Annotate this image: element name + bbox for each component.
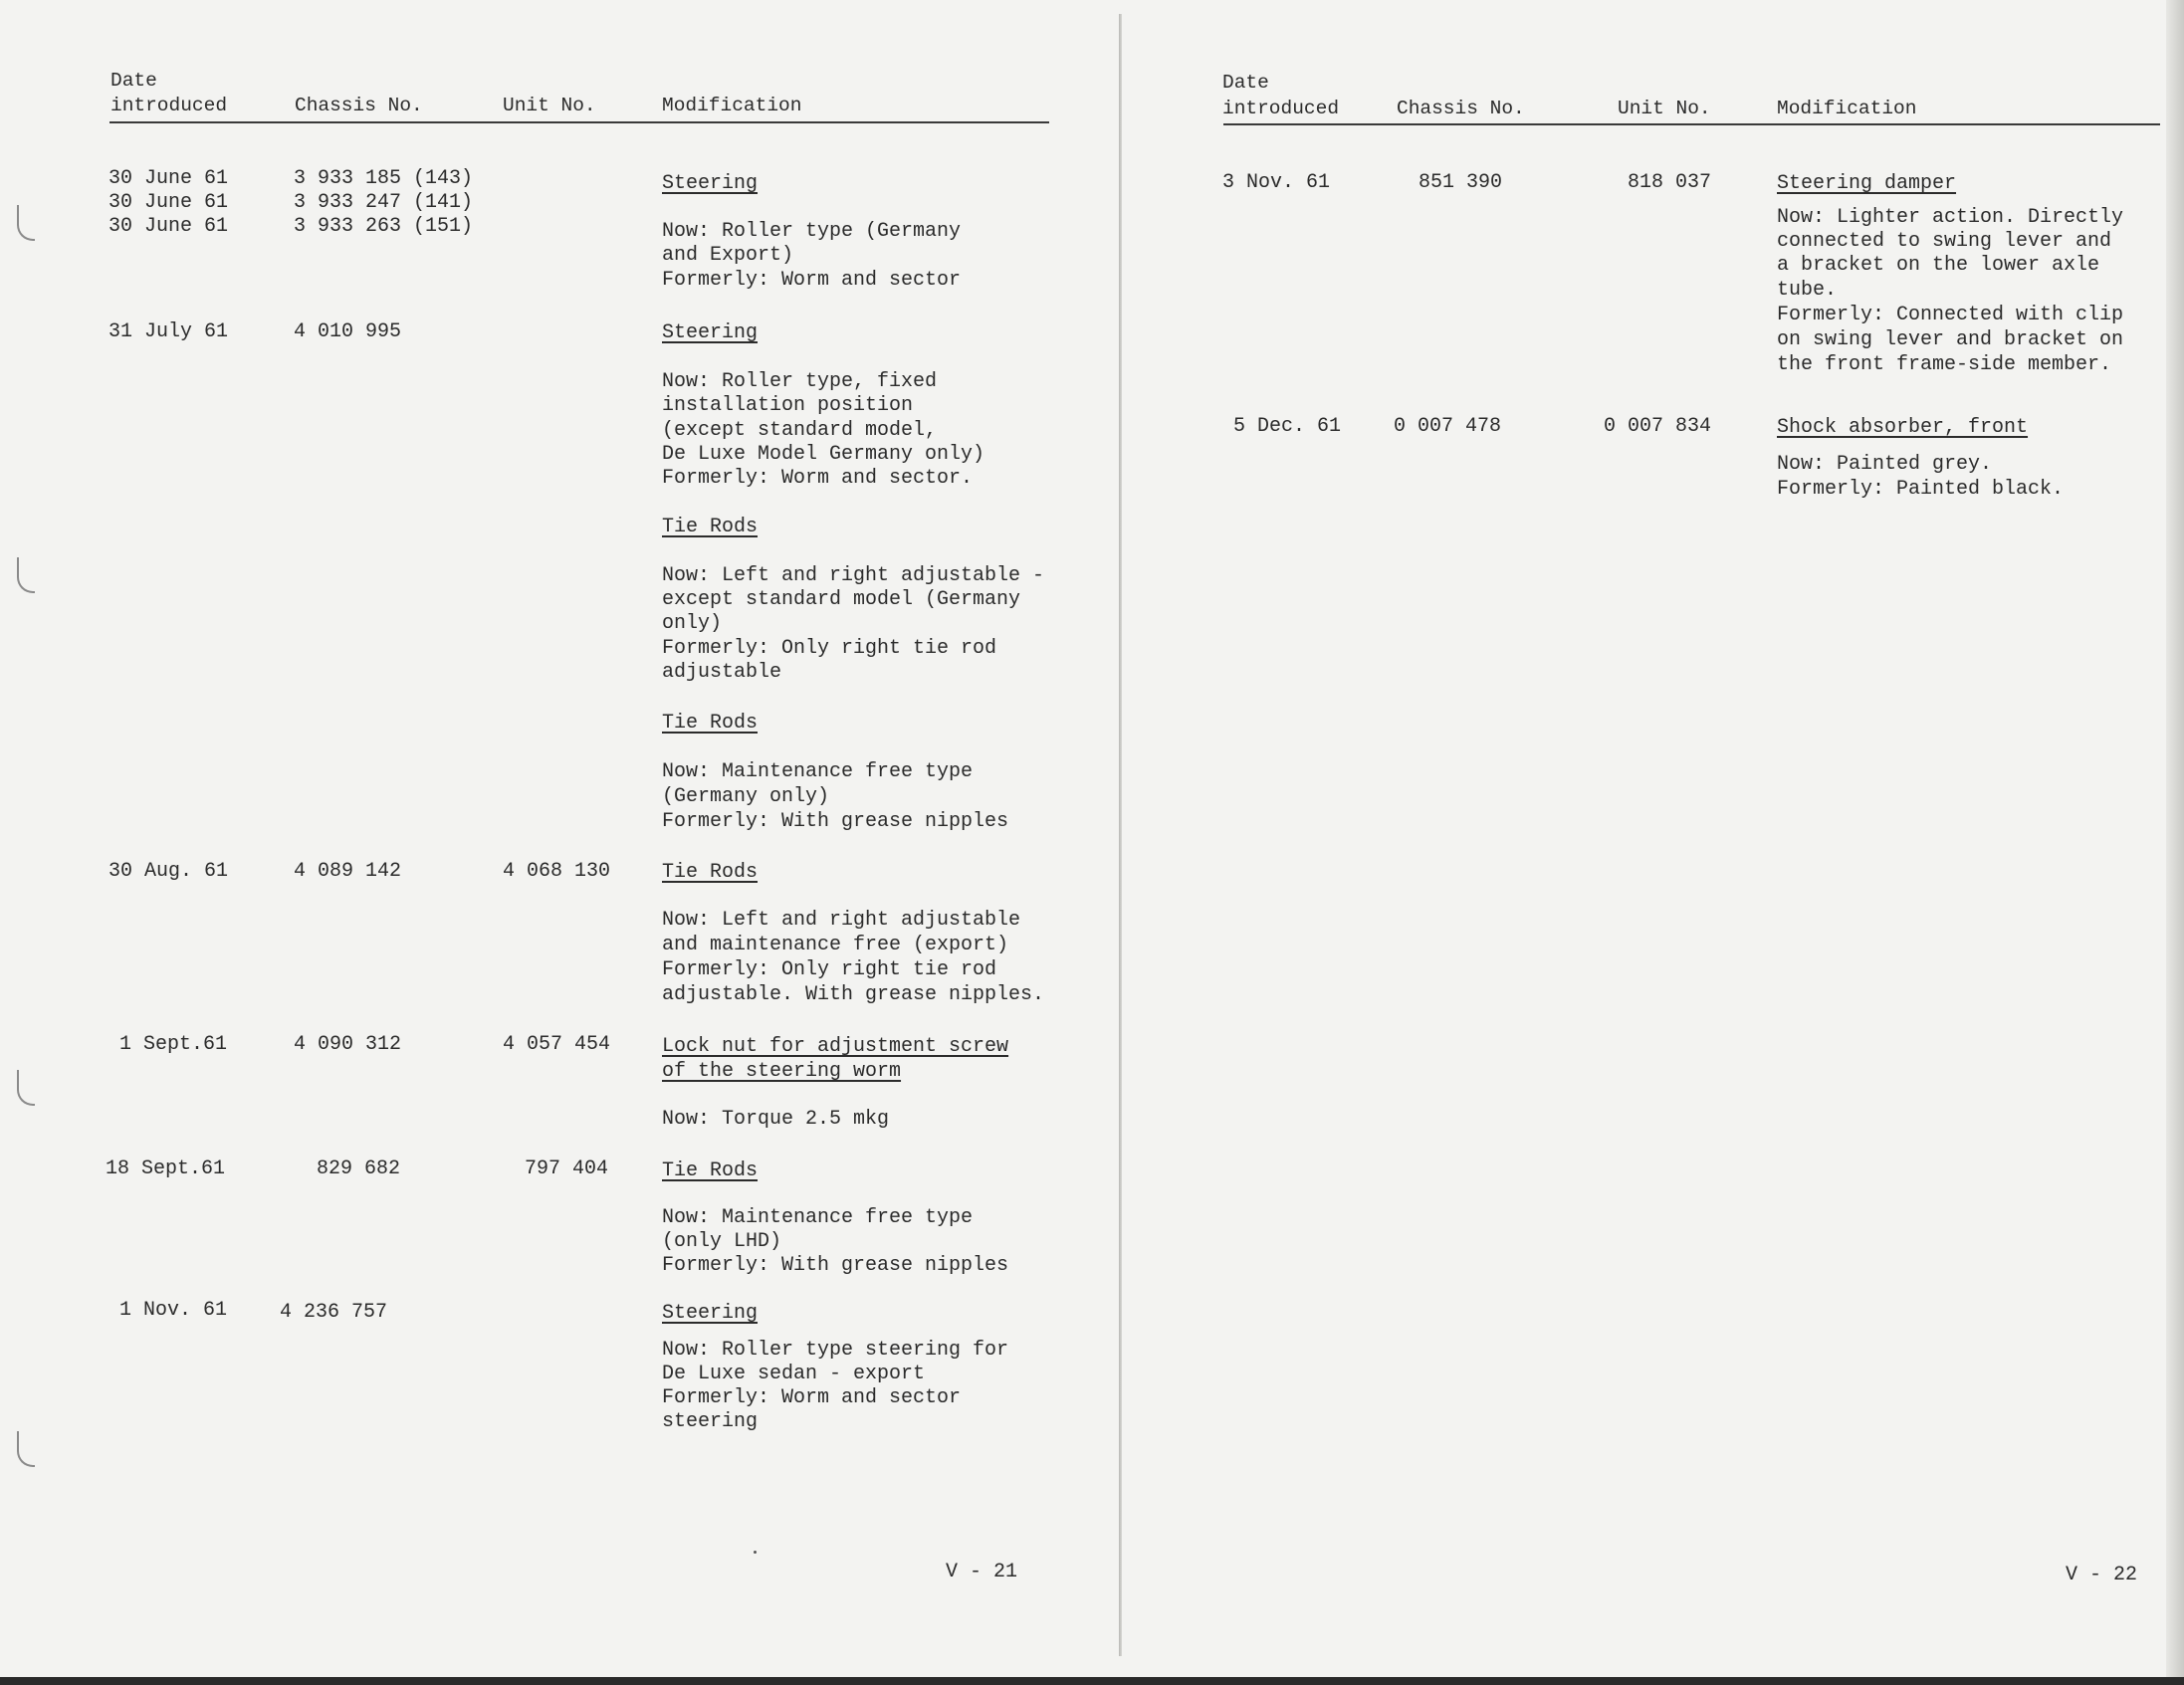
modification-title: Tie Rods — [662, 861, 759, 884]
punch-hole-mark — [17, 205, 35, 241]
modification-line: Formerly: Painted black. — [1777, 478, 2065, 501]
date-cell: 30 June 61 — [109, 167, 229, 190]
modification-line: Formerly: Worm and sector — [662, 269, 962, 292]
header-modification-label: Modification — [1777, 98, 1917, 119]
punch-hole-mark — [17, 557, 35, 593]
chassis-cell: 4 236 757 — [280, 1301, 388, 1324]
modification-line: Formerly: Only right tie rod — [662, 958, 997, 981]
modification-line: De Luxe Model Germany only) — [662, 443, 985, 466]
modification-line: Now: Roller type steering for — [662, 1339, 1009, 1362]
modification-line: tube. — [1777, 279, 1838, 302]
unit-cell: 797 404 — [525, 1158, 609, 1180]
modification-line: the front frame-side member. — [1777, 353, 2112, 376]
modification-line: a bracket on the lower axle — [1777, 254, 2100, 277]
modification-title: Tie Rods — [662, 516, 759, 538]
chassis-cell: 4 090 312 — [294, 1033, 402, 1056]
page-number: V - 22 — [2066, 1564, 2138, 1586]
modification-line: Now: Roller type (Germany — [662, 220, 962, 243]
modification-line: (only LHD) — [662, 1230, 782, 1253]
header-date-label: Date — [110, 70, 157, 92]
chassis-cell: 3 933 263 (151) — [294, 215, 474, 238]
date-cell: 31 July 61 — [109, 320, 229, 343]
chassis-cell: 3 933 247 (141) — [294, 191, 474, 214]
header-rule — [109, 121, 1049, 123]
header-date-label: Date — [1222, 72, 1269, 94]
header-unit-label: Unit No. — [503, 95, 596, 116]
modification-line: Formerly: With grease nipples — [662, 810, 1009, 833]
modification-title: Steering — [662, 172, 759, 195]
date-cell: 5 Dec. 61 — [1233, 415, 1342, 438]
modification-line: Now: Roller type, fixed — [662, 370, 938, 393]
modification-title: Lock nut for adjustment screw — [662, 1035, 1009, 1058]
header-modification-label: Modification — [662, 95, 802, 116]
header-date-introduced-label: introduced — [110, 95, 228, 116]
unit-cell: 0 007 834 — [1604, 415, 1712, 438]
unit-cell: 4 068 130 — [503, 860, 611, 883]
header-chassis-label: Chassis No. — [1397, 98, 1525, 119]
modification-line: Now: Maintenance free type — [662, 760, 974, 783]
header-rule — [1223, 123, 2160, 125]
date-cell: 30 Aug. 61 — [109, 860, 229, 883]
chassis-cell: 4 010 995 — [294, 320, 402, 343]
date-cell: 30 June 61 — [109, 191, 229, 214]
modification-line: Now: Left and right adjustable - — [662, 564, 1045, 587]
modification-line: Now: Maintenance free type — [662, 1206, 974, 1229]
modification-title: Steering damper — [1777, 172, 1957, 195]
modification-title: Shock absorber, front — [1777, 416, 2029, 439]
date-cell: 1 Nov. 61 — [119, 1299, 228, 1322]
modification-line: Now: Painted grey. — [1777, 453, 1993, 476]
modification-line: steering — [662, 1410, 759, 1433]
modification-line: on swing lever and bracket on — [1777, 328, 2124, 351]
modification-line: Now: Left and right adjustable — [662, 909, 1021, 932]
scan-bottom-edge — [0, 1677, 2184, 1685]
unit-cell: 4 057 454 — [503, 1033, 611, 1056]
modification-title: Tie Rods — [662, 712, 759, 735]
modification-line: De Luxe sedan - export — [662, 1363, 926, 1385]
date-cell: 30 June 61 — [109, 215, 229, 238]
header-date-introduced-label: introduced — [1222, 98, 1340, 119]
page-gutter — [1119, 14, 1122, 1656]
modification-line: Now: Torque 2.5 mkg — [662, 1108, 890, 1131]
modification-line: only) — [662, 612, 723, 635]
modification-title: Steering — [662, 321, 759, 344]
modification-title: Steering — [662, 1302, 759, 1325]
chassis-cell: 3 933 185 (143) — [294, 167, 474, 190]
modification-line: (Germany only) — [662, 785, 830, 808]
page-number: V - 21 — [946, 1561, 1018, 1583]
date-cell: 18 Sept.61 — [106, 1158, 226, 1180]
modification-line: Now: Lighter action. Directly — [1777, 206, 2124, 229]
modification-line: except standard model (Germany — [662, 588, 1021, 611]
modification-line: Formerly: Worm and sector. — [662, 467, 974, 490]
date-cell: 3 Nov. 61 — [1222, 171, 1331, 194]
modification-line: adjustable. With grease nipples. — [662, 983, 1045, 1006]
punch-hole-mark — [17, 1431, 35, 1467]
modification-line: and maintenance free (export) — [662, 934, 1009, 956]
modification-line: (except standard model, — [662, 419, 938, 442]
modification-line: connected to swing lever and — [1777, 230, 2112, 253]
header-chassis-label: Chassis No. — [295, 95, 423, 116]
modification-line: Formerly: With grease nipples — [662, 1254, 1009, 1277]
modification-line: Formerly: Worm and sector — [662, 1386, 962, 1409]
punch-hole-mark — [17, 1070, 35, 1106]
chassis-cell: 0 007 478 — [1394, 415, 1502, 438]
chassis-cell: 829 682 — [317, 1158, 401, 1180]
modification-line: Formerly: Only right tie rod — [662, 637, 997, 660]
unit-cell: 818 037 — [1628, 171, 1712, 194]
paper-speck — [754, 1551, 757, 1554]
modification-line: installation position — [662, 394, 914, 417]
modification-title-continued: of the steering worm — [662, 1060, 902, 1083]
modification-title: Tie Rods — [662, 1159, 759, 1182]
modification-line: Formerly: Connected with clip — [1777, 304, 2124, 326]
scan-edge-shadow — [2166, 0, 2184, 1685]
modification-line: and Export) — [662, 244, 794, 267]
chassis-cell: 4 089 142 — [294, 860, 402, 883]
modification-line: adjustable — [662, 661, 782, 684]
date-cell: 1 Sept.61 — [119, 1033, 228, 1056]
right-page — [1123, 0, 2184, 1685]
header-unit-label: Unit No. — [1618, 98, 1711, 119]
chassis-cell: 851 390 — [1419, 171, 1503, 194]
